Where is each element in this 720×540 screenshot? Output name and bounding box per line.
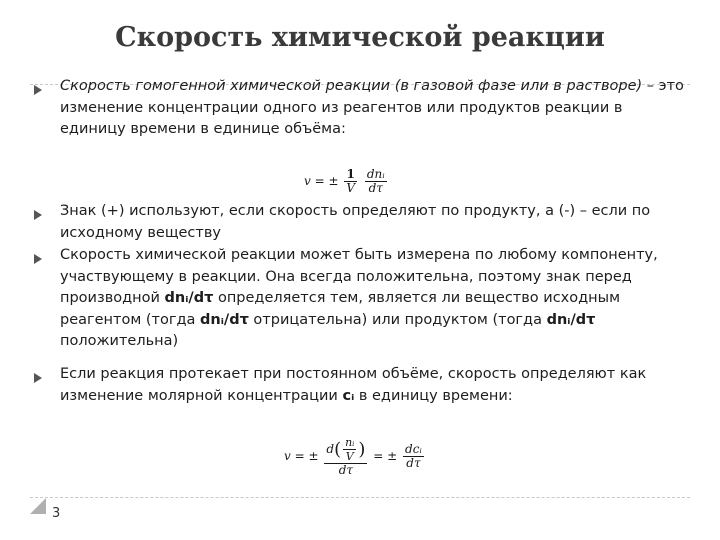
fraction-d-n-over-v — [324, 436, 367, 477]
measurement-text: отрицательна) или продуктом (тогда — [248, 311, 547, 328]
right-paren: ) — [358, 439, 366, 460]
fraction-numerator: dnᵢ — [366, 167, 385, 181]
fraction-one-over-v — [344, 168, 357, 195]
slide-title: Скорость химической реакции — [115, 22, 605, 53]
derivative-term: dnᵢ/dτ — [164, 290, 214, 306]
bullet-constant-volume — [60, 364, 690, 407]
fraction-denominator: dτ — [368, 181, 383, 195]
footer-divider — [30, 497, 690, 498]
fraction-numerator — [324, 436, 367, 464]
rate-formula-volume — [304, 168, 389, 195]
bullet-arrow-icon — [34, 373, 42, 383]
formula-operator: = ± — [294, 449, 319, 463]
fraction-denominator: dτ — [406, 456, 421, 470]
derivative-term: dnᵢ/dτ — [200, 311, 249, 328]
bullet-measurement — [60, 245, 690, 353]
measurement-text: Скорость химической реакции может быть измерена по любому компоненту, участвующему в реакции. Она всегда положительна, поэтому знак перед производной — [60, 247, 658, 306]
formula-operator: = ± — [373, 449, 398, 463]
inner-denominator: V — [345, 450, 354, 463]
page-corner-icon — [30, 498, 46, 514]
bullet-arrow-icon — [34, 85, 42, 95]
bullet-arrow-icon — [34, 254, 42, 264]
inner-fraction — [343, 436, 356, 463]
bullet-definition — [60, 76, 690, 141]
measurement-text: определяется тем, является ли вещество исходным реагентом (тогда — [60, 290, 621, 328]
concentration-term: cᵢ — [342, 387, 355, 404]
bullet-sign-rule: Знак (+) используют, если скорость определяют по продукту, а (-) – если по исходному веществу — [60, 203, 651, 241]
constant-volume-text: в единицу времени: — [354, 387, 513, 404]
fraction-dn-dt — [365, 168, 387, 195]
bullet-arrow-icon — [34, 210, 42, 220]
fraction-numerator: dcᵢ — [405, 442, 422, 456]
formula-lhs: v — [304, 174, 311, 188]
rate-formula-concentration — [284, 436, 426, 477]
left-paren: ( — [334, 439, 342, 460]
fraction-denominator: dτ — [338, 463, 354, 477]
derivative-term: dnᵢ/dτ — [546, 311, 596, 328]
formula-lhs: v — [284, 449, 291, 463]
fraction-dc-dt — [403, 443, 424, 470]
fraction-numerator: 1 — [344, 168, 357, 182]
measurement-text: положительна) — [60, 333, 179, 349]
inner-numerator: nᵢ — [345, 436, 355, 449]
page-number: 3 — [52, 506, 61, 521]
definition-term: Скорость гомогенной химической реакции (в газовой фазе или в растворе) – — [60, 78, 655, 94]
formula-operator: = ± — [314, 174, 339, 188]
definition-text: это изменение концентрации одного из реагентов или продуктов реакции в единицу времени в единице объёма: — [60, 78, 684, 137]
differential-symbol: d — [326, 442, 335, 456]
constant-volume-text: Если реакция протекает при постоянном объёме, скорость определяют как изменение молярной концентрации — [60, 366, 647, 404]
fraction-denominator: V — [346, 181, 356, 195]
